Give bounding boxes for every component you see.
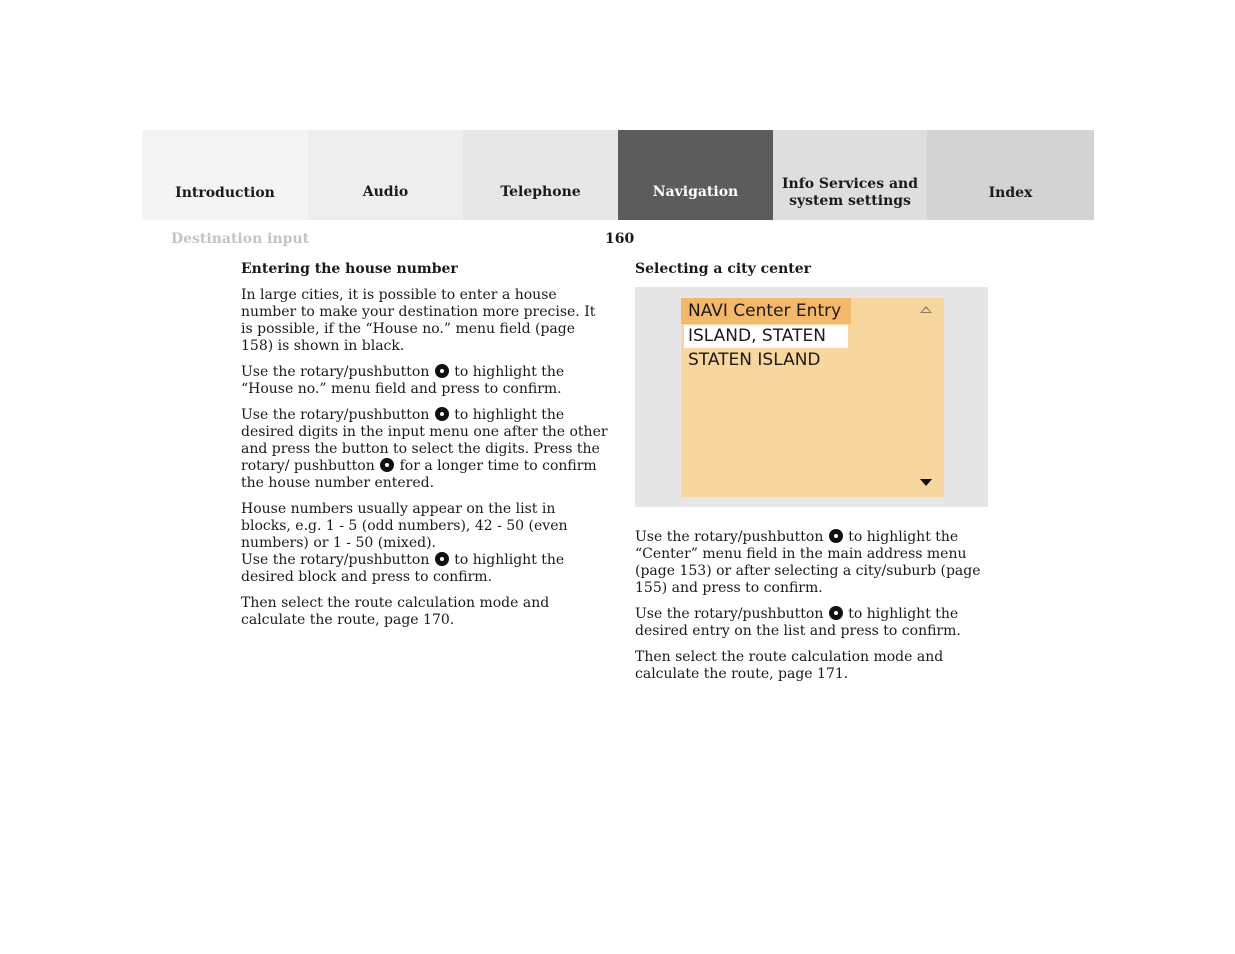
tab-label: Navigation [652,184,739,200]
tab-audio[interactable] [308,130,463,220]
paragraph: Then select the route calculation mode and calculate the route, page 170. [241,595,550,628]
list-item[interactable]: STATEN ISLAND [688,350,821,370]
paragraph: House numbers usually appear on the list in blocks, e.g. 1 - 5 (odd numbers), 42 - 50 (even numbers) or 1 - 50 (mixed). [241,501,568,551]
display-screenshot [635,287,988,507]
tab-label: Index [988,185,1033,201]
tab-label: Introduction [175,185,275,201]
running-head: Destination input [171,231,310,247]
rotary-pushbutton-icon [435,552,449,566]
tab-label: Audio [362,184,409,200]
tab-label: Telephone [500,184,581,200]
rotary-pushbutton-icon [829,606,843,620]
section-heading: Selecting a city center [635,261,812,277]
tab-introduction[interactable] [142,130,308,220]
tab-label: Info Services and system settings [781,176,919,209]
section-tabs [142,130,1094,220]
paragraph: Use the rotary/pushbutton to highlight the “House no.” menu field and press to confirm. [241,364,565,397]
left-column [241,261,609,638]
rotary-pushbutton-icon [829,529,843,543]
screen-title: NAVI Center Entry [681,298,851,324]
scroll-down-icon [920,479,932,486]
rotary-pushbutton-icon [380,458,394,472]
tab-index[interactable] [927,130,1094,220]
list-item-selected[interactable]: ISLAND, STATEN [684,325,848,348]
rotary-pushbutton-icon [435,407,449,421]
tab-info-services[interactable] [773,130,927,220]
paragraph: Use the rotary/pushbutton to highlight the desired digits in the input menu one after the other and press the button to select the digits. Press the rotary/ pushbutton for a longer time to confirm the house number entered. [241,407,608,491]
paragraph: Then select the route calculation mode and calculate the route, page 171. [635,649,944,682]
section-heading: Entering the house number [241,261,458,277]
paragraph: Use the rotary/pushbutton to highlight the “Center” menu field in the main address menu (page 153) or after selecting a city/suburb (page 155) and press to confirm. [635,529,981,596]
scroll-up-icon [920,306,932,313]
page-number: 160 [605,231,635,247]
tab-telephone[interactable] [463,130,618,220]
paragraph: In large cities, it is possible to enter a house number to make your destination more precise. It is possible, if the “House no.” menu field (page 158) is shown in black. [241,287,596,354]
right-column [635,261,995,692]
paragraph: Use the rotary/pushbutton to highlight the desired entry on the list and press to confirm. [635,606,961,639]
rotary-pushbutton-icon [435,364,449,378]
tab-navigation[interactable] [618,130,773,220]
navi-screen [681,298,944,497]
paragraph: Use the rotary/pushbutton to highlight the desired block and press to confirm. [241,552,565,585]
